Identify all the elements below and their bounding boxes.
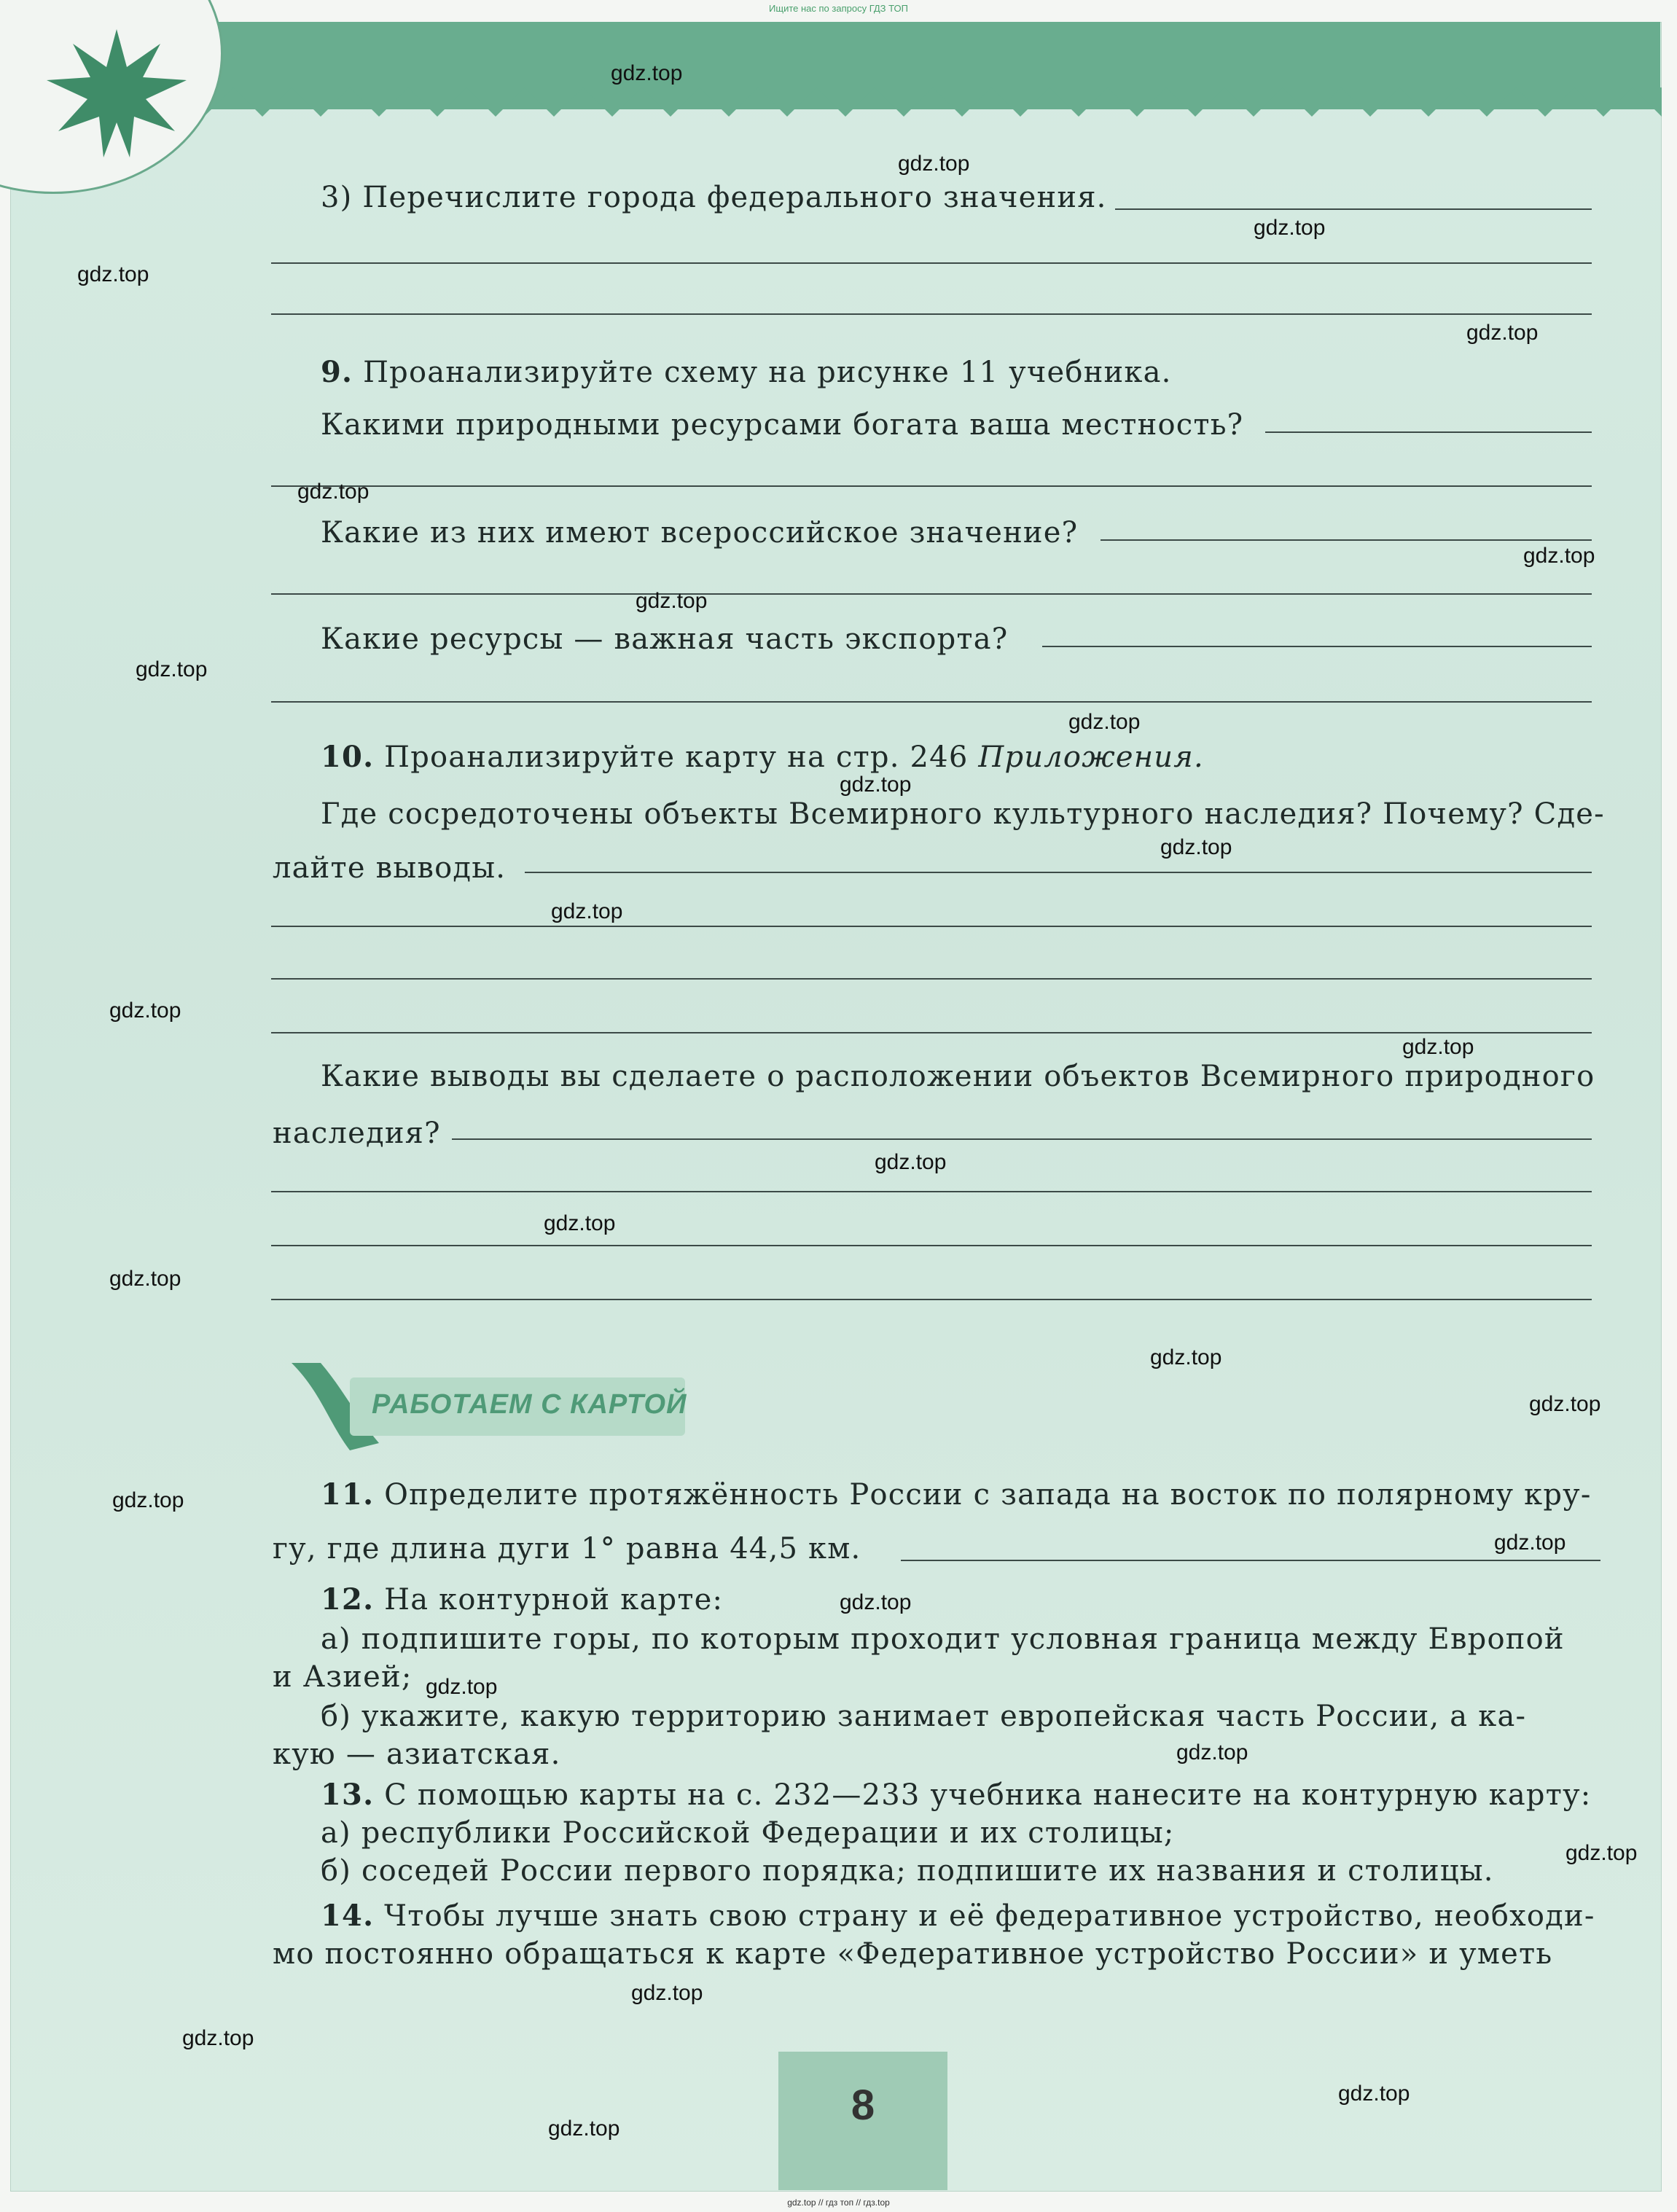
answer-line[interactable]	[271, 1299, 1592, 1300]
watermark[interactable]: gdz.top	[109, 1267, 181, 1291]
q10-title: 10. Проанализируйте карту на стр. 246 Приложения.	[321, 740, 1204, 774]
watermark[interactable]: gdz.top	[544, 1211, 616, 1235]
answer-line[interactable]	[271, 978, 1592, 980]
watermark[interactable]: gdz.top	[875, 1150, 947, 1174]
watermark[interactable]: gdz.top	[297, 480, 370, 504]
answer-line[interactable]	[271, 1032, 1592, 1033]
watermark[interactable]: gdz.top	[1529, 1392, 1601, 1416]
q9-question-b: Какие из них имеют всероссийское значение?	[321, 516, 1079, 550]
q14-line2: мо постоянно обращаться к карте «Федеративное устройство России» и уметь	[273, 1937, 1553, 1971]
section-title: РАБОТАЕМ С КАРТОЙ	[372, 1389, 687, 1420]
watermark[interactable]: gdz.top	[1160, 835, 1232, 859]
watermark[interactable]: gdz.top	[77, 262, 149, 286]
page-number: 8	[851, 2082, 875, 2129]
q10-question-a-line1: Где сосредоточены объекты Всемирного культурного наследия? Почему? Сде-	[321, 797, 1605, 831]
q11-line2: гу, где длина дуги 1° равна 44,5 км.	[273, 1532, 861, 1566]
watermark[interactable]: gdz.top	[840, 1590, 912, 1614]
top-ad[interactable]: Ищите нас по запросу ГДЗ ТОП	[769, 3, 908, 14]
q8-item3-text: 3) Перечислите города федерального значения.	[321, 181, 1107, 214]
watermark[interactable]: gdz.top	[1176, 1740, 1248, 1764]
watermark[interactable]: gdz.top	[1338, 2082, 1410, 2106]
watermark[interactable]: gdz.top	[182, 2026, 254, 2050]
q10-question-b-line2: наследия?	[273, 1117, 441, 1150]
q10-question-a-line2: лайте выводы.	[273, 851, 507, 885]
header-zigzag	[182, 87, 1662, 131]
q13-title: 13. С помощью карты на с. 232—233 учебника нанесите на контурную карту:	[321, 1778, 1592, 1812]
watermark[interactable]: gdz.top	[1150, 1345, 1222, 1369]
q12-item-a-line1: а) подпишите горы, по которым проходит условная граница между Европой	[321, 1622, 1565, 1656]
q14-line1: 14. Чтобы лучше знать свою страну и её федеративное устройство, необходи-	[321, 1899, 1595, 1933]
watermark[interactable]: gdz.top	[1402, 1035, 1474, 1059]
q9-question-a: Какими природными ресурсами богата ваша местность?	[321, 408, 1244, 442]
q9-question-c: Какие ресурсы — важная часть экспорта?	[321, 622, 1009, 656]
q12-title: 12. На контурной карте:	[321, 1582, 724, 1617]
q12-item-b-line2: кую — азиатская.	[273, 1738, 561, 1771]
q10-question-b-line1: Какие выводы вы сделаете о расположении объектов Всемирного природного	[321, 1060, 1595, 1093]
q13-item-a: а) республики Российской Федерации и их столицы;	[321, 1816, 1175, 1850]
q12-item-a-line2: и Азией;	[273, 1660, 413, 1694]
watermark[interactable]: gdz.top	[551, 899, 623, 923]
watermark[interactable]: gdz.top	[898, 152, 970, 176]
q12-item-b-line1: б) укажите, какую территорию занимает европейская часть России, а ка-	[321, 1700, 1527, 1733]
q13-item-b: б) соседей России первого порядка; подпишите их названия и столицы.	[321, 1854, 1494, 1888]
watermark[interactable]: gdz.top	[1523, 544, 1595, 568]
answer-line[interactable]	[271, 1245, 1592, 1246]
bottom-ad[interactable]: gdz.top // гдз топ // гдз.top	[787, 2197, 890, 2208]
watermark[interactable]: gdz.top	[631, 1981, 703, 2005]
answer-line[interactable]	[1265, 431, 1592, 433]
answer-line[interactable]	[271, 593, 1592, 595]
q11-line1: 11. Определите протяжённость России с запада на восток по полярному кру-	[321, 1477, 1592, 1512]
answer-line[interactable]	[901, 1560, 1600, 1561]
watermark[interactable]: gdz.top	[1068, 710, 1141, 734]
watermark[interactable]: gdz.top	[1466, 321, 1539, 345]
answer-line[interactable]	[1101, 539, 1592, 541]
answer-line[interactable]	[271, 262, 1592, 264]
answer-line[interactable]	[271, 701, 1592, 703]
section-banner	[277, 1348, 714, 1458]
page-number-tab	[778, 2052, 947, 2190]
answer-line[interactable]	[1115, 208, 1592, 210]
watermark[interactable]: gdz.top	[840, 773, 912, 797]
answer-line[interactable]	[525, 872, 1592, 873]
watermark[interactable]: gdz.top	[1494, 1531, 1566, 1555]
watermark[interactable]: gdz.top	[109, 998, 181, 1023]
watermark[interactable]: gdz.top	[636, 589, 708, 613]
watermark[interactable]: gdz.top	[611, 61, 683, 85]
watermark[interactable]: gdz.top	[548, 2117, 620, 2141]
answer-line[interactable]	[271, 926, 1592, 927]
watermark[interactable]: gdz.top	[112, 1488, 184, 1512]
answer-line[interactable]	[271, 1191, 1592, 1192]
watermark[interactable]: gdz.top	[426, 1675, 498, 1699]
answer-line[interactable]	[271, 313, 1592, 315]
answer-line[interactable]	[271, 485, 1592, 487]
watermark[interactable]: gdz.top	[1254, 216, 1326, 240]
star-icon	[44, 29, 189, 160]
q9-title: 9. Проанализируйте схему на рисунке 11 учебника.	[321, 355, 1172, 389]
watermark[interactable]: gdz.top	[1565, 1841, 1638, 1865]
watermark[interactable]: gdz.top	[136, 657, 208, 681]
answer-line[interactable]	[1042, 646, 1592, 647]
answer-line[interactable]	[452, 1138, 1592, 1140]
